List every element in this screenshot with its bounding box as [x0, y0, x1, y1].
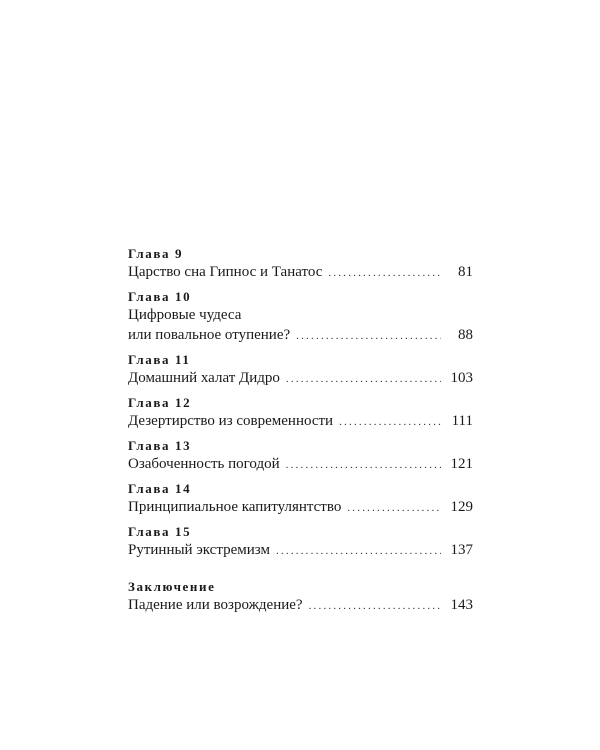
chapter-title: Озабоченность погодой [128, 456, 280, 472]
toc-entry-chapter-13[interactable] [128, 438, 473, 475]
toc-line [128, 497, 473, 518]
page-number: 121 [450, 456, 473, 472]
toc-entry-chapter-9[interactable] [128, 246, 473, 283]
chapter-label: Заключение [128, 579, 216, 594]
chapter-title: Царство сна Гипнос и Танатос [128, 264, 323, 280]
dot-leader [296, 326, 441, 346]
dot-leader [328, 263, 441, 283]
chapter-title: Дезертирство из современности [128, 413, 334, 429]
chapter-label: Глава 12 [128, 395, 192, 410]
chapter-title-continued: или повальное отупение? [128, 327, 291, 343]
toc-line [128, 262, 473, 283]
chapter-label: Глава 10 [128, 289, 192, 304]
dot-leader [339, 412, 441, 432]
toc-entry-conclusion[interactable] [128, 579, 473, 616]
chapter-label: Глава 9 [128, 246, 184, 261]
dot-leader [347, 498, 440, 518]
chapter-title: Принципиальное капитулянтство [128, 499, 342, 515]
toc-line [128, 411, 473, 432]
chapter-label: Глава 14 [128, 481, 192, 496]
dot-leader [276, 541, 441, 561]
table-of-contents [128, 246, 473, 622]
toc-line [128, 454, 473, 475]
toc-entry-chapter-15[interactable] [128, 524, 473, 561]
page-number: 88 [458, 327, 473, 343]
chapter-title: Домашний халат Дидро [128, 370, 280, 386]
dot-leader [309, 596, 441, 616]
page-number: 111 [451, 413, 473, 429]
dot-leader [286, 369, 441, 389]
page-number: 103 [450, 370, 473, 386]
dot-leader [286, 455, 441, 475]
chapter-title: Падение или возрождение? [128, 597, 303, 613]
toc-line [128, 595, 473, 616]
page-number: 143 [450, 597, 473, 613]
toc-line [128, 325, 473, 346]
page-number: 137 [450, 542, 473, 558]
toc-entry-chapter-14[interactable] [128, 481, 473, 518]
toc-entry-chapter-10[interactable] [128, 289, 473, 346]
chapter-label: Глава 15 [128, 524, 192, 539]
page-number: 129 [450, 499, 473, 515]
toc-entry-chapter-12[interactable] [128, 395, 473, 432]
toc-line [128, 368, 473, 389]
page-number: 81 [458, 264, 473, 280]
toc-entry-chapter-11[interactable] [128, 352, 473, 389]
toc-line [128, 540, 473, 561]
chapter-title: Цифровые чудеса [128, 307, 242, 323]
toc-line [128, 305, 473, 325]
chapter-label: Глава 11 [128, 352, 191, 367]
chapter-title: Рутинный экстремизм [128, 542, 270, 558]
chapter-label: Глава 13 [128, 438, 192, 453]
